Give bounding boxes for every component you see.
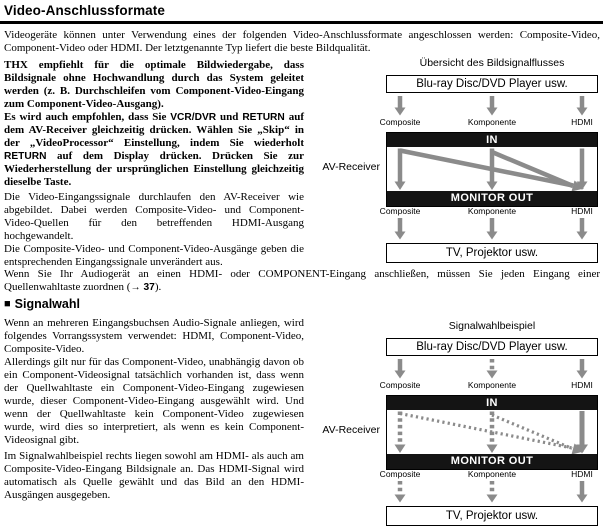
signalwahl-paragraph-1: Wenn an mehreren Eingangsbuchsen Audio-Signale anliegen, wird folgendes Vorrangssystem verwendet: HDMI, Component-Video, Composite-Video. [4, 317, 304, 355]
hdmi-in-arrow-icon [577, 96, 588, 116]
composite-through-arrow-dashed-icon [395, 412, 406, 454]
internal-signal-paths [387, 410, 597, 454]
channel-label-komponente: Komponente [467, 380, 517, 390]
hdmi-in-arrow-icon [577, 359, 588, 379]
in-bar: IN [387, 133, 597, 147]
signalwahl-paragraph-2: Allerdings gilt nur für das Component-Video, unabhängig davon ob ein Component-Videosignal tatsächlich vorhanden ist, dass wenn der Quellwahltaste ein Component-Video-Eingang zugewiesen wurde, dieser Component-Video-Eingang ausgewählt wird. Und wenn der Quellwahltaste kein Component-Video zugewiesen wurde, wird dies so interpretiert, als wenn es kein Component-Videosignal gibt. [4, 356, 304, 446]
hdmi-out-arrow-icon [577, 218, 588, 240]
komponente-in-arrow-icon [487, 96, 498, 116]
av-receiver-box [386, 132, 598, 207]
hdmi-selected-arrow-icon [576, 411, 588, 454]
channel-label-composite: Composite [379, 206, 421, 216]
page-reference-link[interactable]: → 37 [130, 282, 155, 293]
page-title: Video-Anschlussformate [4, 3, 165, 18]
komponente-in-arrow-dashed-icon [487, 359, 498, 379]
channel-label-komponente: Komponente [467, 117, 517, 127]
internal-signal-paths [387, 147, 597, 191]
input-arrows [312, 359, 603, 379]
assignment-note-paragraph [4, 268, 600, 294]
monitor-out-bar: MONITOR OUT [387, 191, 597, 206]
diagram-title: Übersicht des Bildsignalflusses [419, 57, 565, 69]
title-divider [0, 21, 603, 24]
input-channel-labels [312, 117, 603, 127]
sink-device-box: TV, Projektor usw. [386, 243, 598, 263]
komponente-out-arrow-dashed-icon [487, 481, 498, 503]
channel-label-hdmi: HDMI [571, 117, 593, 127]
advice-seg2: und [216, 111, 243, 123]
composite-through-arrow-icon [395, 149, 406, 191]
button-ref-return-1: RETURN [242, 112, 285, 123]
av-receiver-label: AV-Receiver [322, 424, 380, 436]
av-receiver-label: AV-Receiver [322, 161, 380, 173]
signalwahl-paragraph-3: Im Signalwahlbeispiel rechts liegen sowohl am HDMI- als auch am Composite-Video-Eingang Bildsignale an. Das HDMI-Signal wird automatisch als Quelle gewählt und das Bild an den HDMI-Ausgängen ausgegeben. [4, 450, 304, 501]
sink-device-box: TV, Projektor usw. [386, 506, 598, 526]
section-heading-label: Signalwahl [14, 297, 80, 311]
av-receiver-box [386, 395, 598, 470]
hdmi-through-arrow-icon [577, 149, 588, 191]
komponente-out-arrow-icon [487, 218, 498, 240]
signal-flow-paragraph: Die Video-Eingangssignale durchlaufen den AV-Receiver wie abgebildet. Dabei werden Composite-Video- und Component-Video-Quellen für den betreffenden HDMI-Ausgang hochgewandelt. [4, 191, 304, 242]
composite-out-arrow-icon [395, 218, 406, 240]
thx-note-paragraph: THX empfiehlt für die optimale Bildwiedergabe, dass Bildsignale ohne Hochwandlung durch das System geleitet werden (z. B. Durchschleifen vom Component-Video-Eingang zum Component-Video-Ausgang). [4, 59, 304, 110]
composite-in-arrow-icon [395, 96, 406, 116]
composite-in-arrow-icon [395, 359, 406, 379]
section-square-icon: ■ [4, 298, 11, 310]
diagram-title: Signalwahlbeispiel [448, 320, 536, 332]
composite-to-hdmi-dotted-path [400, 414, 572, 449]
passthrough-paragraph: Die Composite-Video- und Component-Video-Ausgänge geben die entsprechenden Eingangssignale unverändert aus. [4, 243, 304, 268]
advice-seg3: auf dem AV-Receiver gleichzeitig drücken. Wählen Sie „Skip“ in der „VideoProcessor“ Einstellung, indem Sie wiederholt [4, 111, 304, 149]
advice-seg4: auf dem Display drücken. Drücken Sie zur Wiederherstellung der ursprünglichen Einstellung gleichzeitig dieselbe Taste. [4, 150, 304, 188]
channel-label-composite: Composite [379, 380, 421, 390]
output-channel-labels [312, 206, 603, 216]
channel-label-composite: Composite [379, 469, 421, 479]
hdmi-out-arrow-icon [577, 481, 588, 503]
button-ref-vcr-dvr: VCR/DVR [170, 112, 217, 123]
channel-label-composite: Composite [379, 117, 421, 127]
channel-label-hdmi: HDMI [571, 469, 593, 479]
komponente-to-hdmi-upconvert-path [492, 152, 573, 186]
input-channel-labels [312, 380, 603, 390]
output-arrows [312, 218, 603, 240]
diagram-video-signal-flow [312, 57, 603, 265]
assignment-seg1: Wenn Sie Ihr Audiogerät an einen HDMI- oder COMPONENT-Eingang anschließen, müssen Sie jeden Eingang einer Quellenwahltaste zuordnen ( [4, 268, 600, 293]
source-device-box: Blu-ray Disc/DVD Player usw. [386, 75, 598, 93]
output-arrows [312, 481, 603, 503]
komponente-to-hdmi-dotted-path [492, 415, 572, 449]
channel-label-komponente: Komponente [467, 469, 517, 479]
button-ref-return-2: RETURN [4, 151, 47, 162]
source-device-box: Blu-ray Disc/DVD Player usw. [386, 338, 598, 356]
output-channel-labels [312, 469, 603, 479]
intro-paragraph: Videogeräte können unter Verwendung eines der folgenden Video-Anschlussformate angeschlossen werden: Composite-Video, Component-Video oder HDMI. Der letztgenannte Typ liefert die beste Bildqualität. [4, 29, 600, 54]
monitor-out-bar: MONITOR OUT [387, 454, 597, 469]
channel-label-hdmi: HDMI [571, 380, 593, 390]
composite-to-hdmi-upconvert-path [400, 151, 573, 186]
channel-label-hdmi: HDMI [571, 206, 593, 216]
advice-seg1: Es wird auch empfohlen, dass Sie [4, 111, 171, 123]
input-arrows [312, 96, 603, 116]
diagram-signal-selection-example [312, 320, 603, 528]
in-bar: IN [387, 396, 597, 410]
advice-paragraph [4, 111, 304, 189]
assignment-seg2: ). [154, 281, 162, 293]
composite-out-arrow-dashed-icon [395, 481, 406, 503]
channel-label-komponente: Komponente [467, 206, 517, 216]
section-heading-signalwahl [4, 297, 80, 311]
